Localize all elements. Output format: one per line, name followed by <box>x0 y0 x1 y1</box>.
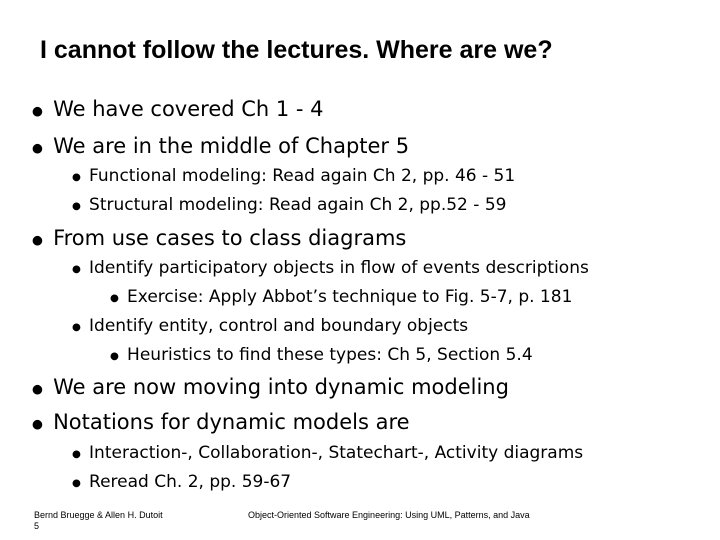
sub-sub-bullet-exercise <box>110 287 572 307</box>
bullet-text: Identify participatory objects in flow of events descriptions <box>89 258 589 278</box>
bullet-dot-icon: ● <box>72 200 81 212</box>
sub-bullet-functional <box>72 166 515 186</box>
bullet-use-cases <box>32 226 406 250</box>
sub-bullet-structural <box>72 195 506 215</box>
bullet-dynamic <box>32 375 509 399</box>
bullet-dot-icon: ● <box>72 448 81 460</box>
slide-title: I cannot follow the lectures. Where are we? <box>40 36 553 64</box>
sub-bullet-entity <box>72 316 468 336</box>
bullet-text: Exercise: Apply Abbot’s technique to Fig. 5-7, p. 181 <box>127 287 573 307</box>
footer-page-number: 5 <box>34 521 40 531</box>
bullet-dot-icon: ● <box>72 171 81 183</box>
sub-bullet-reread <box>72 472 291 492</box>
bullet-dot-icon: ● <box>110 292 119 304</box>
bullet-dot-icon: ● <box>32 139 43 155</box>
bullet-text: Functional modeling: Read again Ch 2, pp. 46 - 51 <box>89 166 516 186</box>
bullet-text: Identify entity, control and boundary objects <box>89 316 469 336</box>
bullet-text: We are in the middle of Chapter 5 <box>53 134 410 158</box>
sub-sub-bullet-heuristics <box>110 345 533 365</box>
bullet-text: We have covered Ch 1 - 4 <box>53 97 324 121</box>
bullet-middle-ch5 <box>32 134 409 158</box>
sub-bullet-participatory <box>72 258 589 278</box>
bullet-text: Heuristics to find these types: Ch 5, Section 5.4 <box>127 345 533 365</box>
bullet-dot-icon: ● <box>72 263 81 275</box>
bullet-text: Reread Ch. 2, pp. 59-67 <box>89 472 292 492</box>
bullet-dot-icon: ● <box>32 380 43 396</box>
bullet-dot-icon: ● <box>110 350 119 362</box>
footer-book-title: Object-Oriented Software Engineering: Using UML, Patterns, and Java <box>248 510 530 520</box>
footer-author-block <box>34 510 163 532</box>
footer-author: Bernd Bruegge & Allen H. Dutoit <box>34 510 163 520</box>
bullet-covered <box>32 97 324 121</box>
bullet-notations <box>32 410 410 434</box>
bullet-text: Interaction-, Collaboration-, Statechart-, Activity diagrams <box>89 443 584 463</box>
bullet-dot-icon: ● <box>32 102 43 118</box>
bullet-text: We are now moving into dynamic modeling <box>53 375 509 399</box>
bullet-text: From use cases to class diagrams <box>53 226 407 250</box>
bullet-text: Structural modeling: Read again Ch 2, pp.52 - 59 <box>89 195 507 215</box>
bullet-text: Notations for dynamic models are <box>53 410 410 434</box>
bullet-dot-icon: ● <box>72 477 81 489</box>
bullet-dot-icon: ● <box>32 231 43 247</box>
bullet-dot-icon: ● <box>32 415 43 431</box>
sub-bullet-diagrams <box>72 443 583 463</box>
bullet-dot-icon: ● <box>72 321 81 333</box>
